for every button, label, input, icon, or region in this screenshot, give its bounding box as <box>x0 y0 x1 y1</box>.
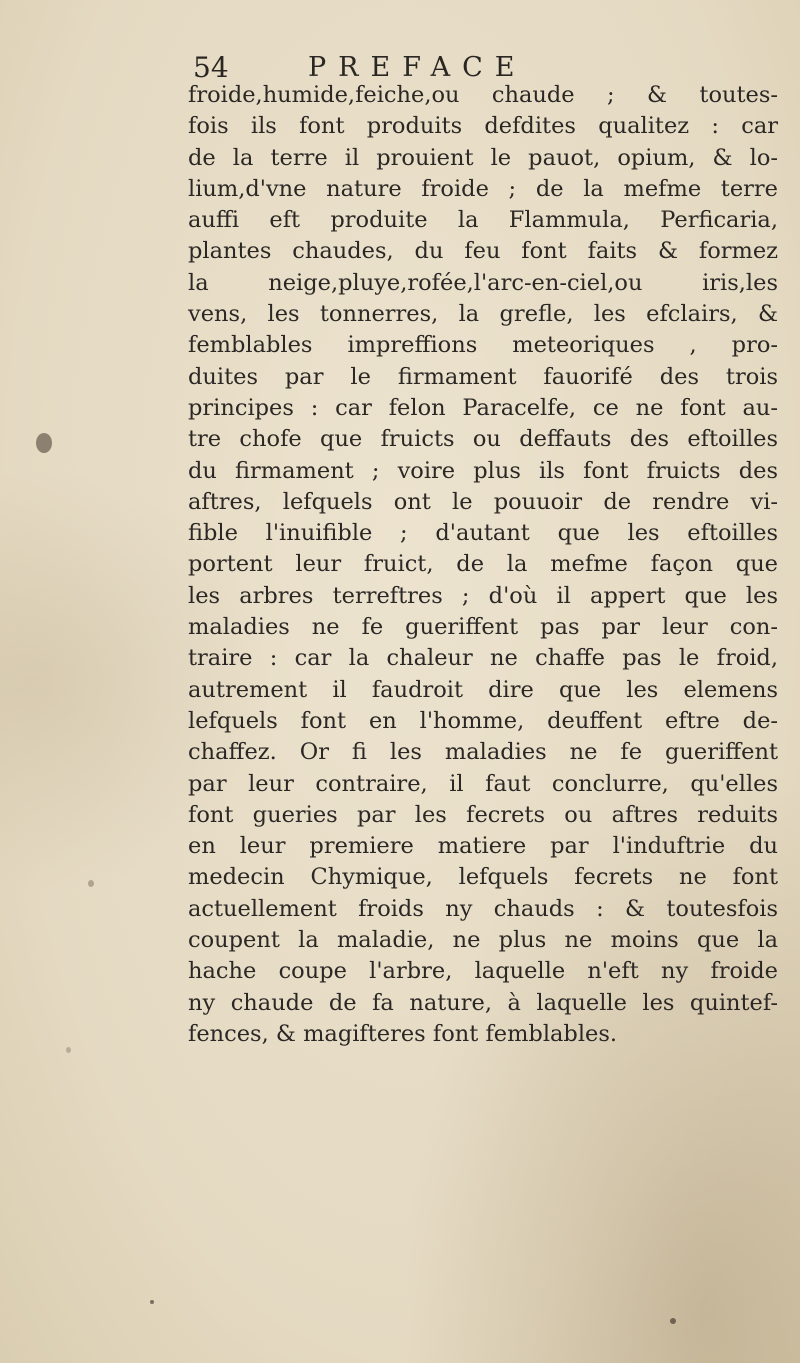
text-line: duites par le firmament fauorifé des trois <box>188 363 778 390</box>
text-line: actuellement froids ny chauds : & toutesfois <box>188 895 778 922</box>
text-line: principes : car felon Paracelfe, ce ne font au- <box>188 394 778 421</box>
text-line: traire : car la chaleur ne chaffe pas le froid, <box>188 645 778 672</box>
text-line: autrement il faudroit dire que les elemens <box>188 676 778 703</box>
text-line: portent leur fruict, de la mefme façon que <box>188 551 778 578</box>
text-line: maladies ne fe gueriffent pas par leur con- <box>188 614 778 641</box>
text-line: plantes chaudes, du feu font faits & formez <box>188 238 778 265</box>
text-line: fences, & magifteres font femblables. <box>188 1020 618 1047</box>
text-line: hache coupe l'arbre, laquelle n'eft ny froide <box>188 958 778 985</box>
text-line: chaffez. Or fi les maladies ne fe gueriffent <box>188 739 778 766</box>
text-block <box>188 80 778 1050</box>
text-line: tre chofe que fruicts ou deffauts des eftoilles <box>188 426 778 453</box>
text-line: auffi eft produite la Flammula, Perficaria, <box>188 207 778 234</box>
text-line: medecin Chymique, lefquels fecrets ne font <box>188 864 778 891</box>
text-line: ny chaude de fa nature, à laquelle les quintef- <box>188 989 778 1016</box>
text-line: femblables impreffions meteoriques , pro- <box>188 332 778 359</box>
running-title: PREFACE <box>308 52 527 83</box>
paper-speck <box>88 880 94 887</box>
text-line: du firmament ; voire plus ils font fruicts des <box>188 457 778 484</box>
text-line: les arbres terreftres ; d'où il appert que les <box>188 582 778 609</box>
text-line: fois ils font produits defdites qualitez : car <box>188 113 778 140</box>
paper-speck <box>150 1300 154 1304</box>
text-line: en leur premiere matiere par l'induftrie du <box>188 833 778 860</box>
text-line: coupent la maladie, ne plus ne moins que la <box>188 927 778 954</box>
text-line: lium,d'vne nature froide ; de la mefme terre <box>188 175 778 202</box>
text-line: vens, les tonnerres, la grefle, les efclairs, & <box>188 301 778 328</box>
paper-speck <box>670 1318 676 1324</box>
text-line: fible l'inuifible ; d'autant que les eftoilles <box>188 520 778 547</box>
ink-stain <box>36 433 52 453</box>
text-line: aftres, lefquels ont le pouuoir de rendre vi- <box>188 488 778 515</box>
text-line: par leur contraire, il faut conclurre, qu'elles <box>188 770 778 797</box>
page-number: 54 <box>193 51 229 84</box>
text-line: de la terre il prouient le pauot, opium, & lo- <box>188 144 778 171</box>
text-line: font gueries par les fecrets ou aftres reduits <box>188 801 778 828</box>
text-line: froide,humide,feiche,ou chaude ; & toutes- <box>188 82 778 108</box>
paper-speck <box>66 1047 71 1053</box>
text-line: la neige,pluye,rofée,l'arc-en-ciel,ou iris,les <box>188 269 778 296</box>
text-line: lefquels font en l'homme, deuffent eftre de- <box>188 707 778 734</box>
